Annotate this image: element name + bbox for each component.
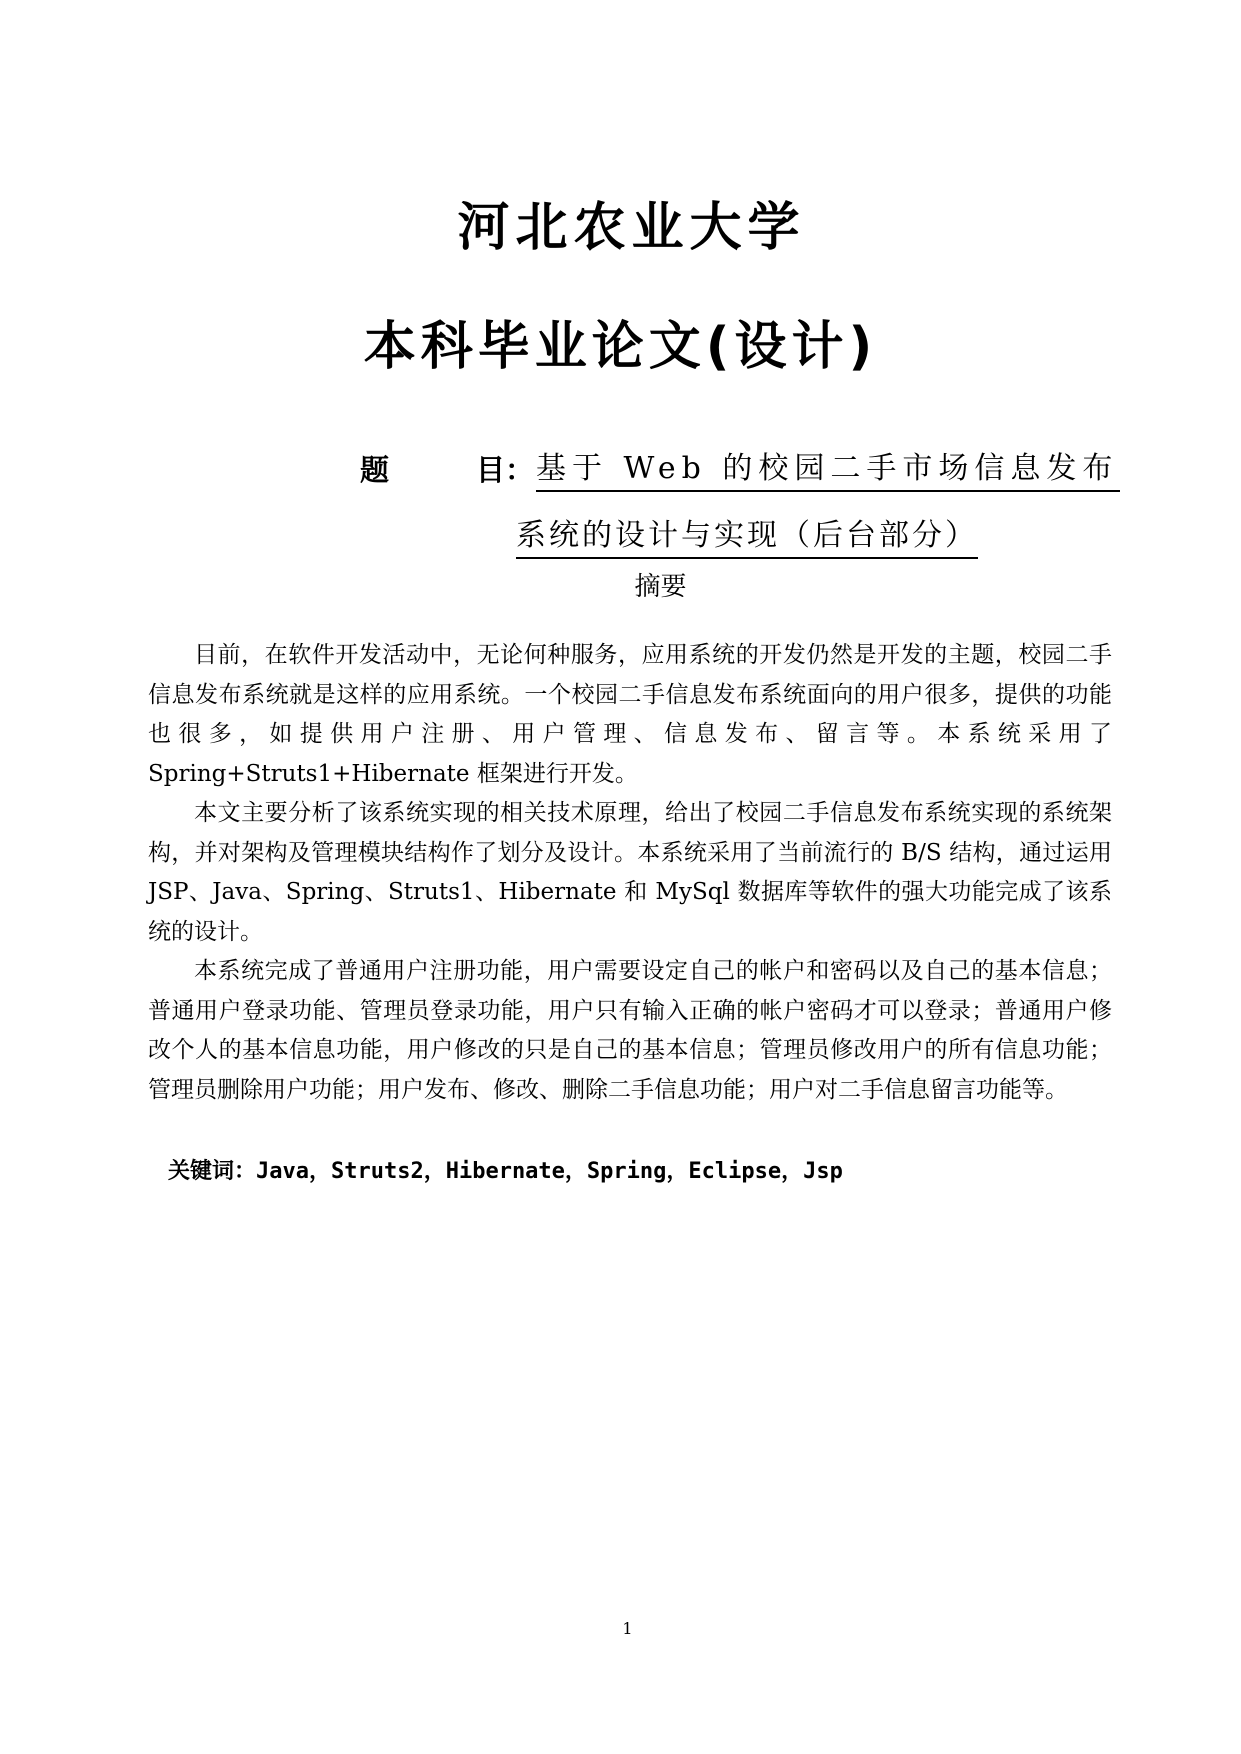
page-number: 1: [622, 1619, 633, 1638]
abstract-paragraph: 本系统完成了普通用户注册功能，用户需要设定自己的帐户和密码以及自己的基本信息；普通用户登录功能、管理员登录功能，用户只有输入正确的帐户密码才可以登录；普通用户修改个人的基本信息功能，用户修改的只是自己的基本信息；管理员修改用户的所有信息功能；管理员删除用户功能；用户发布、修改、删除二手信息功能；用户对二手信息留言功能等。: [148, 958, 1112, 1103]
topic-row: [360, 448, 1120, 496]
abstract-paragraph: 本文主要分析了该系统实现的相关技术原理，给出了校园二手信息发布系统实现的系统架构，并对架构及管理模块结构作了划分及设计。本系统采用了当前流行的 B/S 结构，通过运用 JSP、Java、Spring、Struts1、Hibernate 和 MySql 数据库等软件的强大功能完成了该系统的设计。: [148, 800, 1112, 945]
university-name: 河北农业大学: [457, 198, 806, 258]
abstract-paragraph: 目前，在软件开发活动中，无论何种服务，应用系统的开发仍然是开发的主题，校园二手信息发布系统就是这样的应用系统。一个校园二手信息发布系统面向的用户很多，提供的功能也很多，如提供用户注册、用户管理、信息发布、留言等。本系统采用了Spring+Struts1+Hibernate 框架进行开发。: [148, 642, 1112, 787]
topic-title-line-1: 基于 Web 的校园二手市场信息发布: [536, 448, 1120, 492]
thesis-type-title: 本科毕业论文(设计): [363, 317, 878, 377]
topic-label: 题 目：: [360, 453, 535, 487]
keywords-label: 关键词：: [168, 1159, 257, 1184]
keywords-line: [168, 1156, 843, 1188]
topic-title-line-2: 系统的设计与实现（后台部分）: [516, 515, 978, 559]
abstract-body: [148, 636, 1112, 1110]
keywords-values: Java，Struts2，Hibernate，Spring，Eclipse，Jsp: [256, 1159, 843, 1184]
abstract-heading: 摘要: [634, 572, 687, 602]
